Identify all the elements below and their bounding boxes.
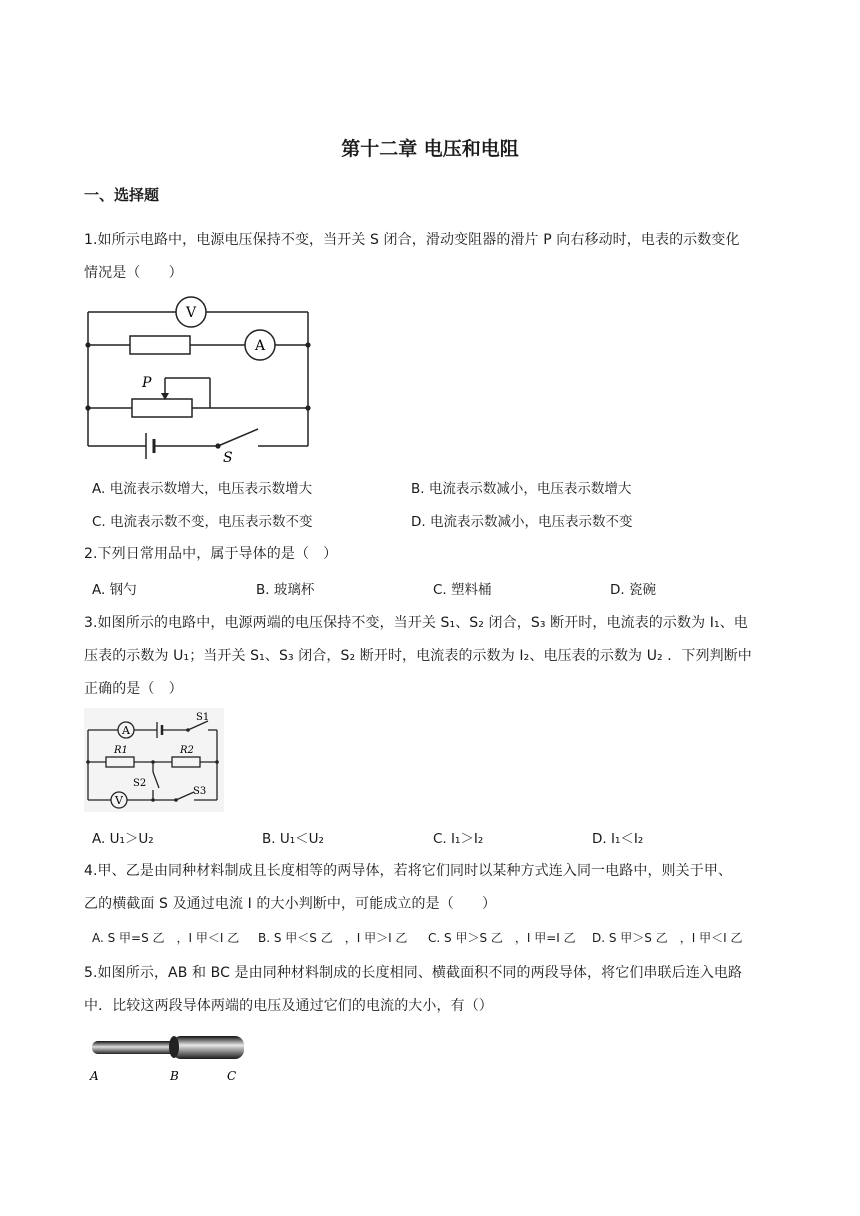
q3-s2-label: S2	[133, 778, 147, 789]
q1-voltmeter-label: V	[185, 305, 197, 321]
q4-option-d[interactable]: D. S 甲＞S 乙 ，I 甲＜I 乙	[592, 931, 743, 945]
q1-slider-label: P	[142, 375, 152, 391]
q1-ammeter-label: A	[254, 338, 266, 354]
q3-option-b[interactable]: B. U₁＜U₂	[262, 831, 324, 847]
q3-option-c[interactable]: C. I₁＞I₂	[433, 831, 484, 847]
q1-switch-label: S	[223, 450, 233, 463]
q3-option-a[interactable]: A. U₁＞U₂	[92, 831, 154, 847]
q5-label-c: C	[227, 1069, 237, 1083]
q1-option-d[interactable]: D. 电流表示数减小，电压表示数不变	[411, 514, 633, 530]
q3-circuit-diagram	[84, 708, 224, 812]
page-title: 第十二章 电压和电阻	[341, 138, 519, 160]
q1-stem-line1: 1.如所示电路中，电源电压保持不变，当开关 S 闭合，滑动变阻器的滑片 P 向右移动时，电表的示数变化	[84, 232, 740, 248]
q4-option-c[interactable]: C. S 甲＞S 乙 ，I 甲=I 乙	[428, 931, 576, 945]
q3-r2-label: R2	[180, 745, 194, 756]
q2-option-a[interactable]: A. 钢勺	[92, 582, 137, 598]
q2-option-c[interactable]: C. 塑料桶	[433, 582, 492, 598]
q3-ammeter-label: A	[122, 724, 130, 737]
q1-circuit-diagram	[80, 293, 320, 463]
q3-stem-line1: 3.如图所示的电路中，电源两端的电压保持不变，当开关 S₁、S₂ 闭合，S₃ 断开时，电流表的示数为 I₁、电	[84, 615, 748, 631]
q5-label-b: B	[170, 1069, 179, 1083]
q5-conductor-figure	[84, 1030, 254, 1086]
q1-option-c[interactable]: C. 电流表示数不变，电压表示数不变	[92, 514, 313, 530]
q2-stem: 2.下列日常用品中，属于导体的是（ ）	[84, 546, 338, 562]
q1-option-a[interactable]: A. 电流表示数增大，电压表示数增大	[92, 481, 313, 497]
q5-stem-line2: 中．比较这两段导体两端的电压及通过它们的电流的大小，有（）	[84, 998, 493, 1014]
q4-option-a[interactable]: A. S 甲=S 乙 ，I 甲＜I 乙	[92, 931, 240, 945]
q3-voltmeter-label: V	[115, 794, 123, 807]
q4-stem-line1: 4.甲、乙是由同种材料制成且长度相等的两导体，若将它们同时以某种方式连入同一电路中，则关于甲、	[84, 863, 733, 879]
q3-s1-label: S1	[196, 712, 210, 723]
q1-stem-line2: 情况是（ ）	[84, 265, 183, 281]
q3-stem-line3: 正确的是（ ）	[84, 681, 183, 697]
q3-stem-line2: 压表的示数为 U₁；当开关 S₁、S₃ 闭合，S₂ 断开时，电流表的示数为 I₂、电压表的示数为 U₂ ．下列判断中	[84, 648, 752, 664]
q3-option-d[interactable]: D. I₁＜I₂	[592, 831, 644, 847]
q3-r1-label: R1	[114, 745, 128, 756]
q5-stem-line1: 5.如图所示，AB 和 BC 是由同种材料制成的长度相同、横截面积不同的两段导体，将它们串联后连入电路	[84, 965, 743, 981]
q3-s3-label: S3	[193, 786, 207, 797]
q5-label-a: A	[90, 1069, 99, 1083]
q2-option-b[interactable]: B. 玻璃杯	[256, 582, 315, 598]
q1-option-b[interactable]: B. 电流表示数减小，电压表示数增大	[411, 481, 632, 497]
q2-option-d[interactable]: D. 瓷碗	[610, 582, 656, 598]
q4-stem-line2: 乙的横截面 S 及通过电流 I 的大小判断中，可能成立的是（ ）	[84, 896, 497, 912]
section-heading: 一、选择题	[84, 186, 160, 204]
q4-option-b[interactable]: B. S 甲＜S 乙 ，I 甲＞I 乙	[258, 931, 408, 945]
